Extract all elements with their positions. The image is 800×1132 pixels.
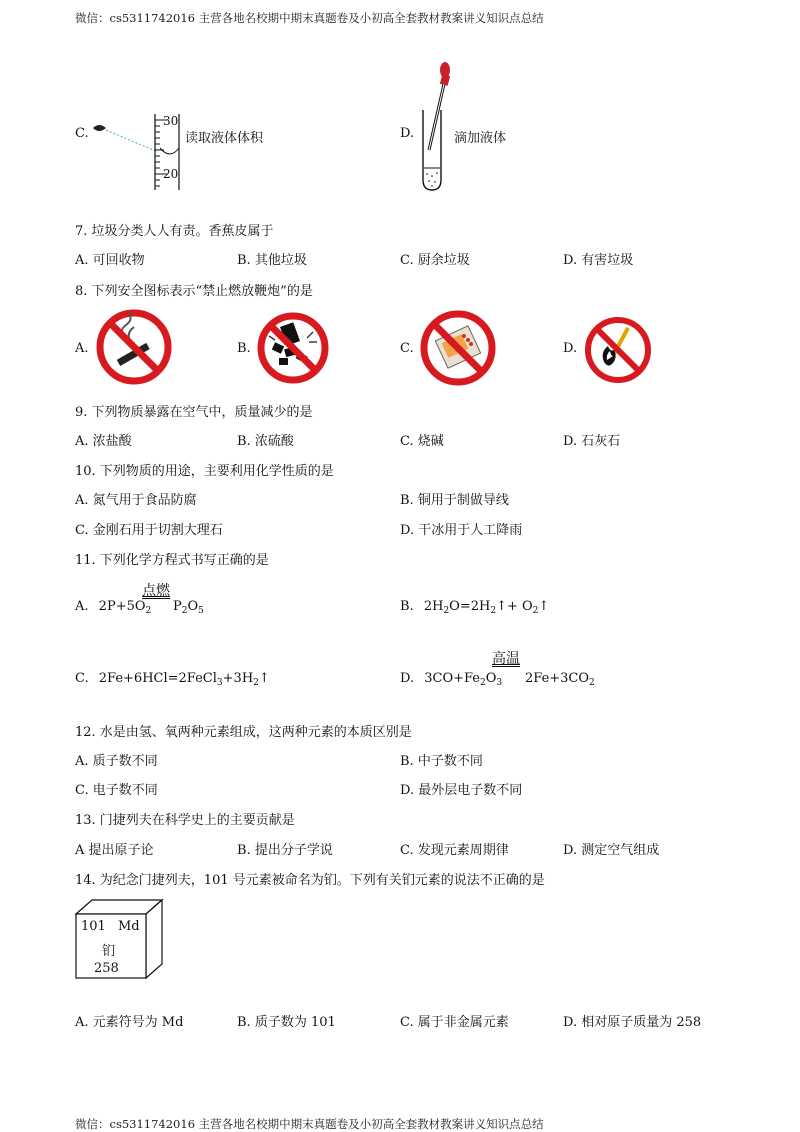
q9-option-b: B. 浓硫酸 [237, 434, 294, 449]
cylinder-bottom-reading: 20 [163, 167, 179, 181]
q14-option-c: C. 属于非金属元素 [400, 1015, 509, 1030]
q11-d-condition: 高温 [492, 651, 520, 667]
page-footer: 微信：cs5311742016 主营各地名校期中期末真题卷及小初高全套教材教案讲义知识点总结 [75, 1117, 544, 1131]
q6-option-d-text: 滴加液体 [454, 131, 507, 146]
element-atomic-number: 101 [81, 919, 106, 934]
q14-option-d: D. 相对原子质量为 258 [563, 1015, 702, 1030]
q7-option-d: D. 有害垃圾 [563, 253, 634, 268]
no-matches-icon [418, 308, 498, 388]
page-header: 微信：cs5311742016 主营各地名校期中期末真题卷及小初高全套教材教案讲义知识点总结 [75, 11, 544, 25]
dropper-test-tube-diagram [415, 60, 455, 192]
element-symbol: Md [118, 919, 140, 934]
element-atomic-mass: 258 [94, 961, 119, 976]
q9-option-d: D. 石灰石 [563, 434, 621, 449]
q14-option-a: A. 元素符号为 Md [75, 1015, 184, 1030]
element-cell-diagram [74, 898, 164, 982]
q14-stem: 14. 为纪念门捷列夫，101 号元素被命名为钔。下列有关钔元素的说法不正确的是 [75, 873, 545, 888]
q8-option-d-label: D. [563, 341, 578, 356]
q8-stem: 8. 下列安全图标表示“禁止燃放鞭炮”的是 [75, 284, 313, 299]
q11-stem: 11. 下列化学方程式书写正确的是 [75, 553, 269, 568]
q8-option-a-label: A. [75, 341, 89, 356]
q11-option-c: C. $2Fe+6HCl=2FeCl_3+3H_2↑$ [75, 671, 270, 688]
q12-stem: 12. 水是由氢、氧两种元素组成，这两种元素的本质区别是 [75, 725, 412, 740]
measuring-cylinder-diagram [88, 110, 198, 192]
q10-option-d: D. 干冰用于人工降雨 [400, 523, 523, 538]
q8-option-b-label: B. [237, 341, 251, 356]
no-smoking-icon [94, 307, 174, 387]
q11-option-b: B. $2H_2O=2H_2↑+$ $O_2↑$ [400, 599, 550, 616]
q11-a-condition: 点燃 [142, 583, 170, 599]
q11-option-d: D. $3CO+Fe_2O_3$ [400, 671, 503, 688]
q6-option-c-label: C. [75, 126, 89, 141]
q7-option-a: A. 可回收物 [75, 253, 145, 268]
q12-option-d: D. 最外层电子数不同 [400, 783, 523, 798]
q7-stem: 7. 垃圾分类人人有责。香蕉皮属于 [75, 224, 274, 239]
q12-option-a: A. 质子数不同 [75, 754, 158, 769]
q9-stem: 9. 下列物质暴露在空气中，质量减少的是 [75, 405, 313, 420]
q6-option-d-label: D. [400, 126, 415, 141]
element-name: 钔 [102, 944, 116, 959]
q7-option-b: B. 其他垃圾 [237, 253, 307, 268]
q10-option-c: C. 金刚石用于切割大理石 [75, 523, 223, 538]
q9-option-a: A. 浓盐酸 [75, 434, 132, 449]
q11-a-product: $P_2O_5$ [173, 599, 204, 616]
q11-d-product: $2Fe+3CO_2$ [525, 671, 595, 688]
q11-a-left: 2P+5O [98, 599, 146, 614]
q10-stem: 10. 下列物质的用途，主要利用化学性质的是 [75, 464, 334, 479]
q10-option-a: A. 氮气用于食品防腐 [75, 493, 197, 508]
no-open-flame-icon [582, 314, 654, 386]
q10-option-b: B. 铜用于制做导线 [400, 493, 509, 508]
q14-option-b: B. 质子数为 101 [237, 1015, 336, 1030]
cylinder-top-reading: 30 [163, 114, 179, 128]
no-firecrackers-icon [255, 310, 331, 386]
q11-option-a: A. $2P+5O_2$ [75, 599, 152, 616]
q11-a-label: A. [75, 599, 89, 614]
q8-option-c-label: C. [400, 341, 414, 356]
q13-stem: 13. 门捷列夫在科学史上的主要贡献是 [75, 813, 295, 828]
q13-option-b: B. 提出分子学说 [237, 843, 333, 858]
q9-option-c: C. 烧碱 [400, 434, 444, 449]
q12-option-b: B. 中子数不同 [400, 754, 483, 769]
q13-option-d: D. 测定空气组成 [563, 843, 660, 858]
q13-option-a: A 提出原子论 [75, 843, 154, 858]
q7-option-c: C. 厨余垃圾 [400, 253, 470, 268]
q6-option-c-text: 读取液体体积 [185, 131, 264, 146]
q12-option-c: C. 电子数不同 [75, 783, 158, 798]
q13-option-c: C. 发现元素周期律 [400, 843, 509, 858]
